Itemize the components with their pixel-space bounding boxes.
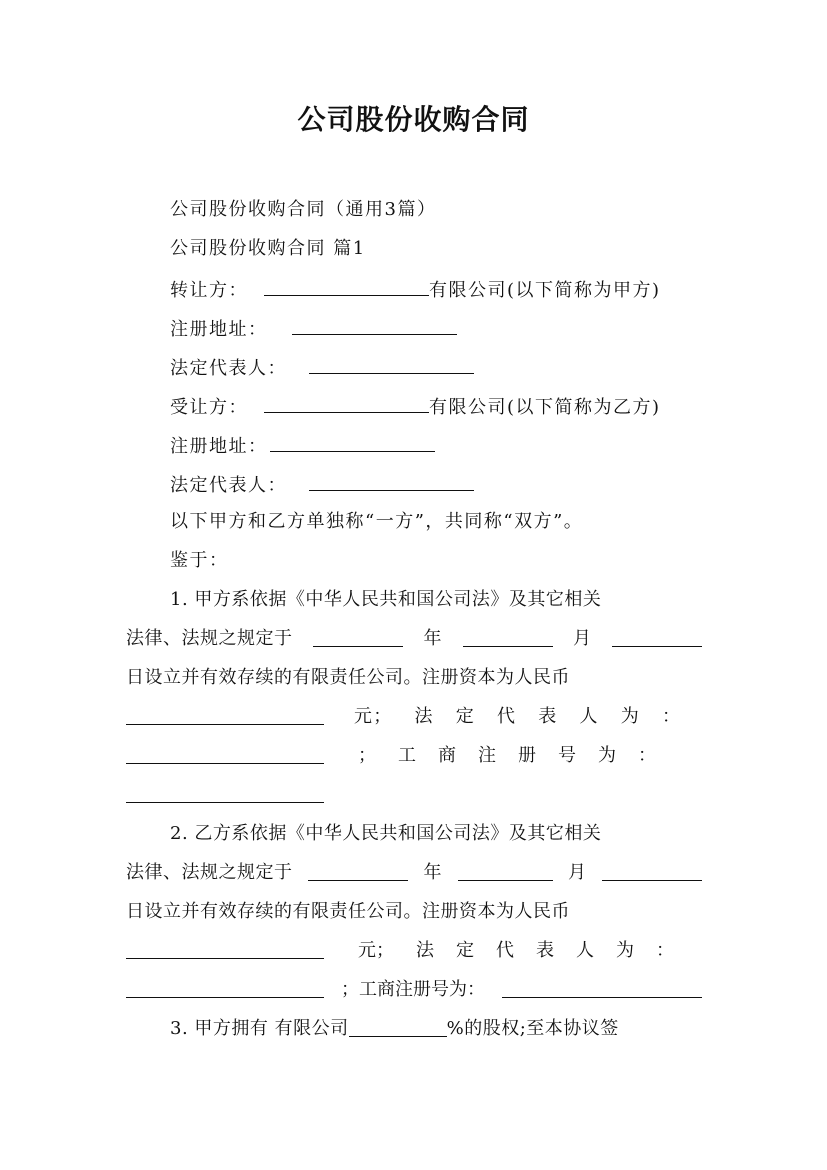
transferee-suffix: 有限公司(以下简称为乙方): [429, 397, 661, 418]
clause1-reg-blank: [126, 782, 324, 803]
clause1-reg-text: ；工商注册号为：: [358, 745, 678, 766]
clause1-line2: [126, 626, 702, 652]
clause1-line4-text: [354, 704, 702, 730]
clause1-line3: [126, 665, 702, 691]
clause3-line1: [170, 1016, 702, 1042]
clause2-year-label: 年: [423, 862, 442, 883]
clause3-percent-blank: [349, 1016, 447, 1037]
clause2-reg-blank: [502, 977, 702, 998]
clause1-line6: [126, 782, 702, 803]
transferor-label: 转让方：: [170, 280, 248, 301]
rep-label-a: 法定代表人：: [170, 358, 287, 379]
clause1-year-label: 年: [423, 628, 442, 649]
clause1-capital-blank: [126, 704, 324, 725]
clause2-line2-text: 法律、法规之规定于: [126, 862, 293, 883]
transferee-name-blank: [264, 392, 429, 413]
clause1-line4: [126, 704, 702, 730]
transferee-line: [170, 392, 661, 421]
clause2-rep-blank: [126, 977, 324, 998]
clause2-line4-text: [358, 938, 702, 964]
clause1-rep-blank: [126, 743, 324, 764]
clause3-text-b: %的股权;至本协议签: [446, 1018, 619, 1039]
clause1-line3-text: 日设立并有效存续的有限责任公司。注册资本为人民币: [126, 667, 570, 688]
clause2-month-label: 月: [568, 862, 587, 883]
address-label-b: 注册地址：: [170, 436, 268, 457]
transferor-name-blank: [264, 275, 429, 296]
page-title: 公司股份收购合同: [297, 103, 530, 136]
clause2-rep-text: ；法定代表人为：: [376, 940, 696, 961]
clause1-day-blank: [612, 626, 702, 647]
transferor-line: [170, 275, 661, 304]
clause2-capital-blank: [126, 938, 324, 959]
clause2-line3-text: 日设立并有效存续的有限责任公司。注册资本为人民币: [126, 901, 570, 922]
clause1-yuan: 元: [354, 706, 374, 727]
clause1-line2-text: 法律、法规之规定于: [126, 628, 293, 649]
clause2-line2: [126, 860, 702, 886]
clause1-month-blank: [463, 626, 553, 647]
address-label-a: 注册地址：: [170, 319, 268, 340]
clause2-reg-text: ；工商注册号为：: [341, 979, 485, 1000]
clause2-line1-text: 2. 乙方系依据《中华人民共和国公司法》及其它相关: [170, 823, 602, 844]
rep-line-a: [170, 353, 474, 382]
whereas-heading: 鉴于：: [170, 550, 229, 571]
address-line-a: [170, 314, 457, 343]
address-blank-a: [292, 314, 457, 335]
clause1-rep-text: ；法定代表人为：: [373, 706, 702, 727]
clause1-line1-text: 1. 甲方系依据《中华人民共和国公司法》及其它相关: [170, 589, 602, 610]
rep-blank-a: [309, 353, 474, 374]
clause2-year-blank: [308, 860, 408, 881]
clause2-month-blank: [458, 860, 553, 881]
transferee-label: 受让方：: [170, 397, 248, 418]
clause3-text-a: 3. 甲方拥有 有限公司: [170, 1018, 349, 1039]
clause1-month-label: 月: [573, 628, 592, 649]
clause2-line3: [126, 899, 702, 925]
clause2-line4: [126, 938, 702, 964]
address-blank-b: [270, 431, 435, 452]
rep-line-b: [170, 470, 474, 499]
section-heading: 公司股份收购合同 篇1: [170, 238, 366, 259]
parties-note: 以下甲方和乙方单独称“一方”，共同称“双方”。: [170, 511, 584, 532]
address-line-b: [170, 431, 435, 460]
clause2-line1: [170, 821, 702, 847]
clause2-yuan: 元: [358, 940, 376, 961]
rep-label-b: 法定代表人：: [170, 475, 287, 496]
clause2-line5: [126, 977, 702, 1003]
clause2-day-blank: [602, 860, 702, 881]
clause1-year-blank: [313, 626, 403, 647]
clause1-line1: [170, 587, 702, 613]
document-subtitle: 公司股份收购合同（通用3篇）: [170, 199, 437, 220]
rep-blank-b: [309, 470, 474, 491]
transferor-suffix: 有限公司(以下简称为甲方): [429, 280, 661, 301]
clause1-line5: [126, 743, 702, 769]
